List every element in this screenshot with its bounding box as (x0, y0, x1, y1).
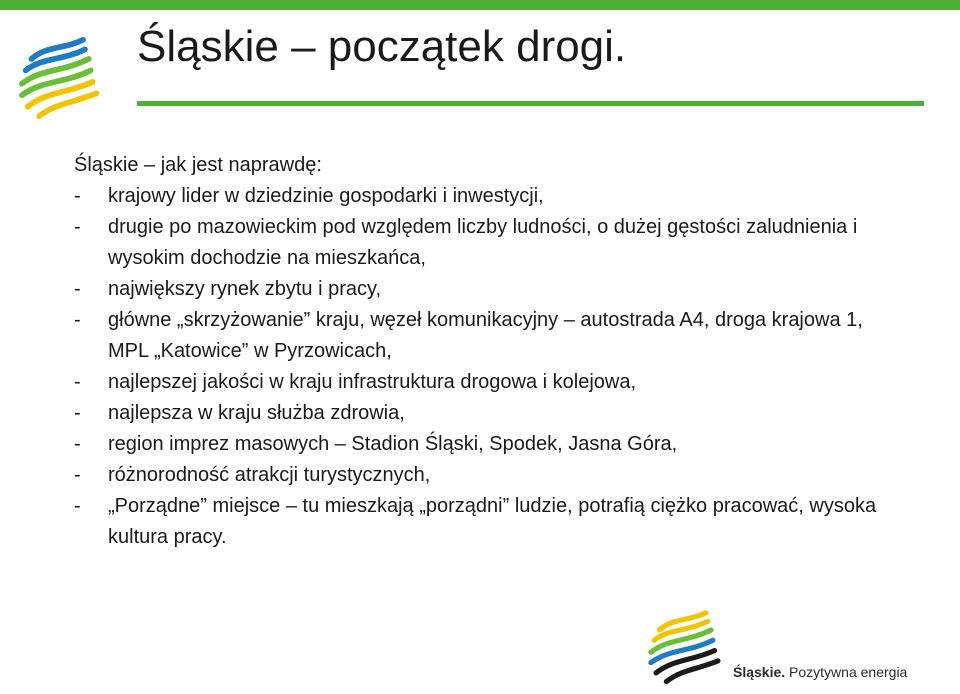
list-item-text: największy rynek zbytu i pracy, (108, 278, 382, 300)
bullet-dash: - (74, 309, 81, 331)
silesia-waves-logo-icon (14, 36, 110, 122)
title-underline-fill (137, 101, 924, 106)
bullet-dash: - (74, 278, 81, 300)
list-item-text: najlepsza w kraju służba zdrowia, (108, 402, 405, 424)
list-item (74, 274, 894, 305)
list-item-text: krajowy lider w dziedzinie gospodarki i inwestycji, (108, 185, 544, 207)
title-underline-rule (137, 101, 924, 106)
silesia-waves-logo-icon (644, 608, 730, 688)
bullet-dash: - (74, 464, 81, 486)
list-item-text: region imprez masowych – Stadion Śląski, Spodek, Jasna Góra, (108, 433, 678, 455)
list-item (74, 367, 894, 398)
list-item (74, 212, 894, 274)
intro-line: Śląskie – jak jest naprawdę: (74, 154, 322, 176)
list-item-text: „Porządne” miejsce – tu mieszkają „porządni” ludzie, potrafią ciężko pracować, wysoka kultura pracy. (108, 495, 877, 548)
list-item-text: różnorodność atrakcji turystycznych, (108, 464, 431, 486)
slide-body (74, 150, 894, 553)
list-item-text: drugie po mazowieckim pod względem liczby ludności, o dużej gęstości zaludnienia i wysokim dochodzie na mieszkańca, (108, 216, 858, 269)
bullet-dash: - (74, 495, 81, 517)
top-accent-bar-fill (0, 0, 960, 10)
list-item (74, 460, 894, 491)
list-item (74, 181, 894, 212)
list-item-text: najlepszej jakości w kraju infrastruktura drogowa i kolejowa, (108, 371, 637, 393)
bullet-list (74, 181, 894, 553)
list-item-text: główne „skrzyżowanie” kraju, węzeł komunikacyjny – autostrada A4, droga krajowa 1, MPL „Katowice” w Pyrzowicach, (108, 309, 863, 362)
brand-name: Śląskie. (733, 664, 786, 680)
bullet-dash: - (74, 433, 81, 455)
bullet-dash: - (74, 185, 81, 207)
list-item (74, 305, 894, 367)
brand-signature (733, 664, 907, 680)
list-item (74, 398, 894, 429)
list-item (74, 429, 894, 460)
top-accent-bar (0, 0, 960, 10)
brand-slogan: Pozytywna energia (789, 664, 908, 680)
list-item (74, 491, 894, 553)
bullet-dash: - (74, 371, 81, 393)
bullet-dash: - (74, 402, 81, 424)
slide-title: Śląskie – początek drogi. (137, 22, 627, 71)
bullet-dash: - (74, 216, 81, 238)
